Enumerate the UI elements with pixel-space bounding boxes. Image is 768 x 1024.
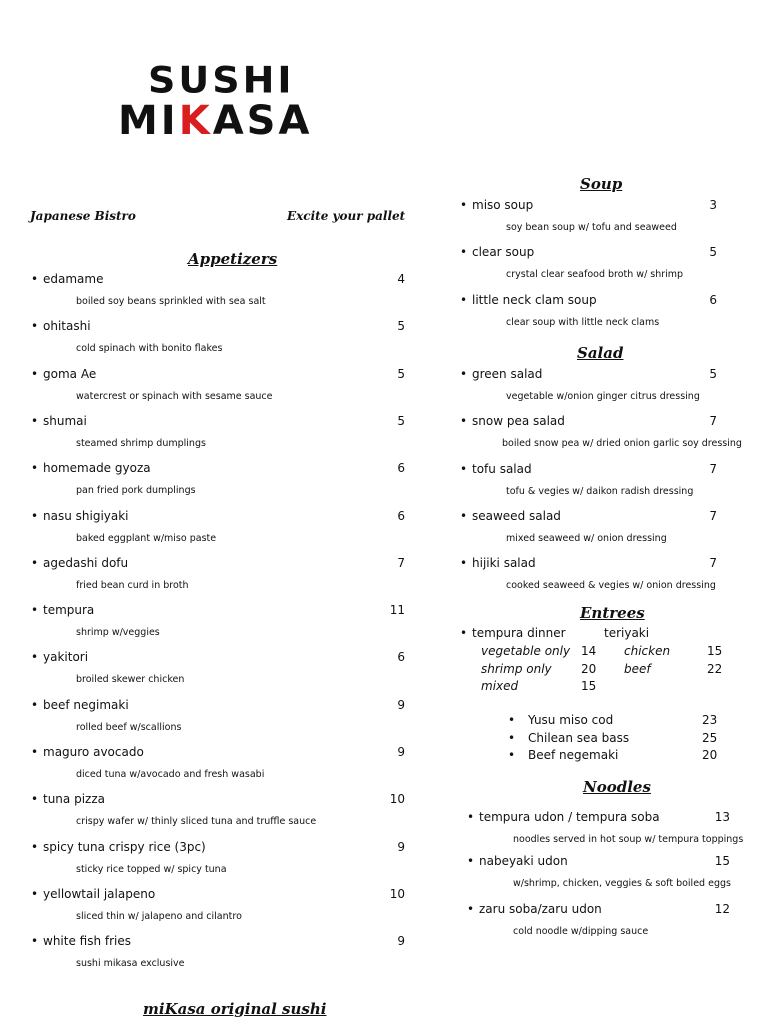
menu-item-description: sticky rice topped w/ spicy tuna: [76, 863, 227, 875]
menu-item: [31, 698, 129, 712]
menu-item-description: soy bean soup w/ tofu and seaweed: [506, 222, 677, 233]
menu-item: [31, 509, 129, 523]
menu-item-description: shrimp w/veggies: [76, 627, 160, 639]
salad-title: Salad: [577, 344, 624, 362]
bullet-icon: •: [31, 508, 39, 523]
menu-item-name: yellowtail jalapeno: [43, 886, 156, 901]
menu-item: [467, 810, 660, 824]
menu-item-price: 5: [709, 245, 717, 260]
special-item: [508, 731, 629, 745]
menu-item: [31, 367, 96, 381]
menu-item: [460, 414, 565, 428]
menu-item-name: miso soup: [472, 198, 534, 212]
menu-item-price: 9: [397, 839, 405, 854]
noodles-title: Noodles: [583, 778, 651, 796]
menu-item: [31, 745, 144, 759]
menu-item: [31, 414, 87, 428]
menu-item-description: broiled skewer chicken: [76, 674, 185, 686]
menu-item-name: goma Ae: [43, 366, 97, 381]
bullet-icon: •: [31, 272, 39, 286]
bullet-icon: •: [460, 461, 468, 476]
bullet-icon: •: [31, 366, 39, 381]
menu-item-name: snow pea salad: [472, 414, 565, 429]
menu-item-price: 6: [397, 461, 405, 476]
bullet-icon: •: [460, 556, 468, 571]
teriyaki-item: teriyaki: [604, 626, 650, 640]
menu-item-description: sushi mikasa exclusive: [76, 958, 185, 970]
menu-item-price: 12: [714, 902, 730, 916]
menu-item-name: agedashi dofu: [43, 555, 129, 570]
menu-item-price: 7: [709, 556, 717, 571]
bullet-icon: •: [460, 508, 468, 523]
menu-item-name: shumai: [43, 413, 87, 428]
bullet-icon: •: [31, 745, 39, 759]
menu-item-price: 7: [397, 555, 405, 570]
menu-item: [31, 319, 91, 333]
bullet-icon: •: [467, 810, 475, 824]
bullet-icon: •: [460, 245, 468, 260]
menu-item-price: 6: [397, 650, 405, 665]
menu-item-price: 6: [397, 508, 405, 523]
menu-item: [31, 556, 128, 570]
bullet-icon: •: [31, 603, 39, 618]
menu-item-name: hijiki salad: [472, 556, 536, 571]
menu-item-description: boiled soy beans sprinkled with sea salt: [76, 296, 266, 307]
bullet-icon: •: [508, 713, 516, 727]
bullet-icon: •: [31, 650, 39, 665]
menu-item-description: boiled snow pea w/ dried onion garlic soy dressing: [502, 438, 742, 450]
menu-item: [460, 198, 533, 212]
bullet-icon: •: [31, 886, 39, 901]
menu-item-description: clear soup with little neck clams: [506, 316, 660, 328]
menu-item: [31, 272, 103, 286]
menu-item-name: yakitori: [43, 650, 89, 665]
menu-item: [31, 887, 155, 901]
special-item-price: 25: [702, 730, 718, 745]
menu-item-name: nabeyaki udon: [479, 854, 568, 868]
menu-item-name: white fish fries: [43, 934, 132, 949]
tempura-option-name: shrimp only: [481, 661, 552, 676]
menu-item-price: 7: [709, 461, 717, 476]
menu-item-name: spicy tuna crispy rice (3pc): [43, 839, 206, 854]
menu-item-price: 7: [709, 414, 717, 429]
menu-item-name: tempura: [43, 603, 95, 618]
bullet-icon: •: [31, 319, 39, 334]
teriyaki-option-name: beef: [624, 661, 651, 676]
menu-item-name: tempura udon / tempura soba: [479, 810, 660, 824]
menu-item-description: noodles served in hot soup w/ tempura toppings: [513, 834, 744, 845]
teriyaki-option-price: 15: [707, 644, 723, 658]
original-sushi-title: miKasa original sushi: [143, 1000, 327, 1018]
menu-item-description: steamed shrimp dumplings: [76, 437, 206, 449]
teriyaki-option-price: 22: [707, 661, 723, 676]
bullet-icon: •: [31, 792, 39, 807]
special-item-name: Chilean sea bass: [528, 730, 630, 745]
menu-item-name: seaweed salad: [472, 508, 561, 523]
bullet-icon: •: [460, 198, 468, 212]
menu-item: [467, 854, 568, 868]
menu-item-name: tofu salad: [472, 461, 532, 476]
bullet-icon: •: [467, 902, 475, 916]
menu-item-price: 9: [397, 697, 405, 712]
menu-item-price: 5: [397, 319, 405, 334]
menu-item-description: rolled beef w/scallions: [76, 721, 182, 733]
menu-item-name: ohitashi: [43, 319, 91, 334]
special-item-name: Beef negemaki: [528, 748, 619, 762]
special-item-price: 20: [702, 748, 718, 762]
logo-line-1: SUSHI: [148, 59, 295, 101]
menu-item: [31, 461, 151, 475]
menu-item: [460, 509, 561, 523]
menu-item: [31, 650, 88, 664]
menu-item-description: cold noodle w/dipping sauce: [513, 926, 649, 937]
bullet-icon: •: [31, 839, 39, 854]
menu-item-description: pan fried pork dumplings: [76, 485, 196, 497]
menu-item-name: zaru soba/zaru udon: [479, 902, 602, 916]
special-item: [508, 748, 618, 762]
soup-title: Soup: [580, 175, 623, 193]
menu-item: [31, 840, 206, 854]
menu-item: [460, 245, 534, 259]
menu-item-description: mixed seaweed w/ onion dressing: [506, 532, 667, 544]
menu-item-price: 4: [397, 272, 405, 286]
menu-item-price: 10: [389, 886, 405, 901]
bullet-icon: •: [31, 934, 39, 949]
menu-item-price: 7: [709, 508, 717, 523]
menu-item-description: baked eggplant w/miso paste: [76, 532, 217, 544]
menu-item-name: tuna pizza: [43, 792, 105, 807]
menu-item-price: 3: [709, 198, 717, 212]
menu-item-price: 5: [397, 413, 405, 428]
menu-item-description: cooked seaweed & vegies w/ onion dressing: [506, 580, 716, 592]
menu-item-description: watercrest or spinach with sesame sauce: [76, 390, 273, 402]
menu-item: [460, 367, 542, 381]
menu-item: [467, 902, 602, 916]
menu-item-price: 5: [709, 367, 717, 381]
menu-item: [31, 603, 94, 617]
tempura-dinner-item: • tempura dinner: [460, 626, 566, 640]
special-item-name: Yusu miso cod: [528, 713, 614, 727]
bullet-icon: •: [460, 367, 468, 381]
tempura-option-name: vegetable only: [481, 644, 571, 658]
appetizers-title: Appetizers: [188, 250, 278, 268]
teriyaki-option-name: chicken: [624, 644, 671, 658]
menu-item-description: crispy wafer w/ thinly sliced tuna and truffle sauce: [76, 816, 317, 828]
menu-item-name: little neck clam soup: [472, 292, 597, 307]
special-item-price: 23: [702, 713, 718, 727]
bullet-icon: •: [31, 461, 39, 476]
menu-item-description: cold spinach with bonito flakes: [76, 343, 223, 355]
menu-item-price: 11: [389, 603, 405, 618]
bullet-icon: •: [508, 748, 516, 762]
menu-item: [460, 462, 532, 476]
tagline-left: Japanese Bistro: [30, 209, 136, 223]
special-item: [508, 713, 613, 727]
bullet-icon: •: [31, 413, 39, 428]
tagline-right: Excite your pallet: [287, 209, 406, 223]
menu-item-name: edamame: [43, 272, 104, 286]
menu-item-name: beef negimaki: [43, 697, 129, 712]
menu-item-price: 15: [714, 854, 730, 868]
logo-line-2: MIKASA: [118, 98, 313, 144]
entrees-title: Entrees: [580, 604, 645, 622]
bullet-icon: •: [31, 555, 39, 570]
menu-item-price: 10: [389, 792, 405, 807]
menu-item-description: fried bean curd in broth: [76, 579, 189, 591]
menu-item-description: crystal clear seafood broth w/ shrimp: [506, 269, 684, 281]
tempura-option-price: 15: [581, 679, 597, 693]
tempura-option-price: 14: [581, 644, 597, 658]
bullet-icon: •: [460, 292, 468, 307]
tempura-option-name: mixed: [481, 679, 519, 693]
menu-item: [460, 293, 597, 307]
menu-item-name: green salad: [472, 367, 543, 381]
restaurant-logo: [118, 58, 342, 148]
menu-item-description: vegetable w/onion ginger citrus dressing: [506, 391, 700, 402]
bullet-icon: •: [467, 854, 475, 868]
menu-item-price: 9: [397, 745, 405, 759]
menu-item-description: diced tuna w/avocado and fresh wasabi: [76, 769, 265, 780]
menu-item-price: 5: [397, 366, 405, 381]
menu-item: [460, 556, 536, 570]
menu-item-price: 13: [714, 810, 730, 824]
menu-item-name: clear soup: [472, 245, 535, 260]
bullet-icon: •: [508, 730, 516, 745]
bullet-icon: •: [460, 414, 468, 429]
menu-item: [31, 934, 131, 948]
menu-item-description: w/shrimp, chicken, veggies & soft boiled eggs: [513, 878, 731, 889]
menu-item-name: maguro avocado: [43, 745, 144, 759]
menu-item: [31, 792, 105, 806]
menu-item-name: nasu shigiyaki: [43, 508, 129, 523]
tempura-option-price: 20: [581, 661, 597, 676]
menu-item-price: 6: [709, 292, 717, 307]
menu-item-description: sliced thin w/ jalapeno and cilantro: [76, 910, 242, 922]
menu-item-name: homemade gyoza: [43, 461, 151, 476]
bullet-icon: •: [31, 697, 39, 712]
menu-item-description: tofu & vegies w/ daikon radish dressing: [506, 485, 694, 497]
menu-item-price: 9: [397, 934, 405, 949]
